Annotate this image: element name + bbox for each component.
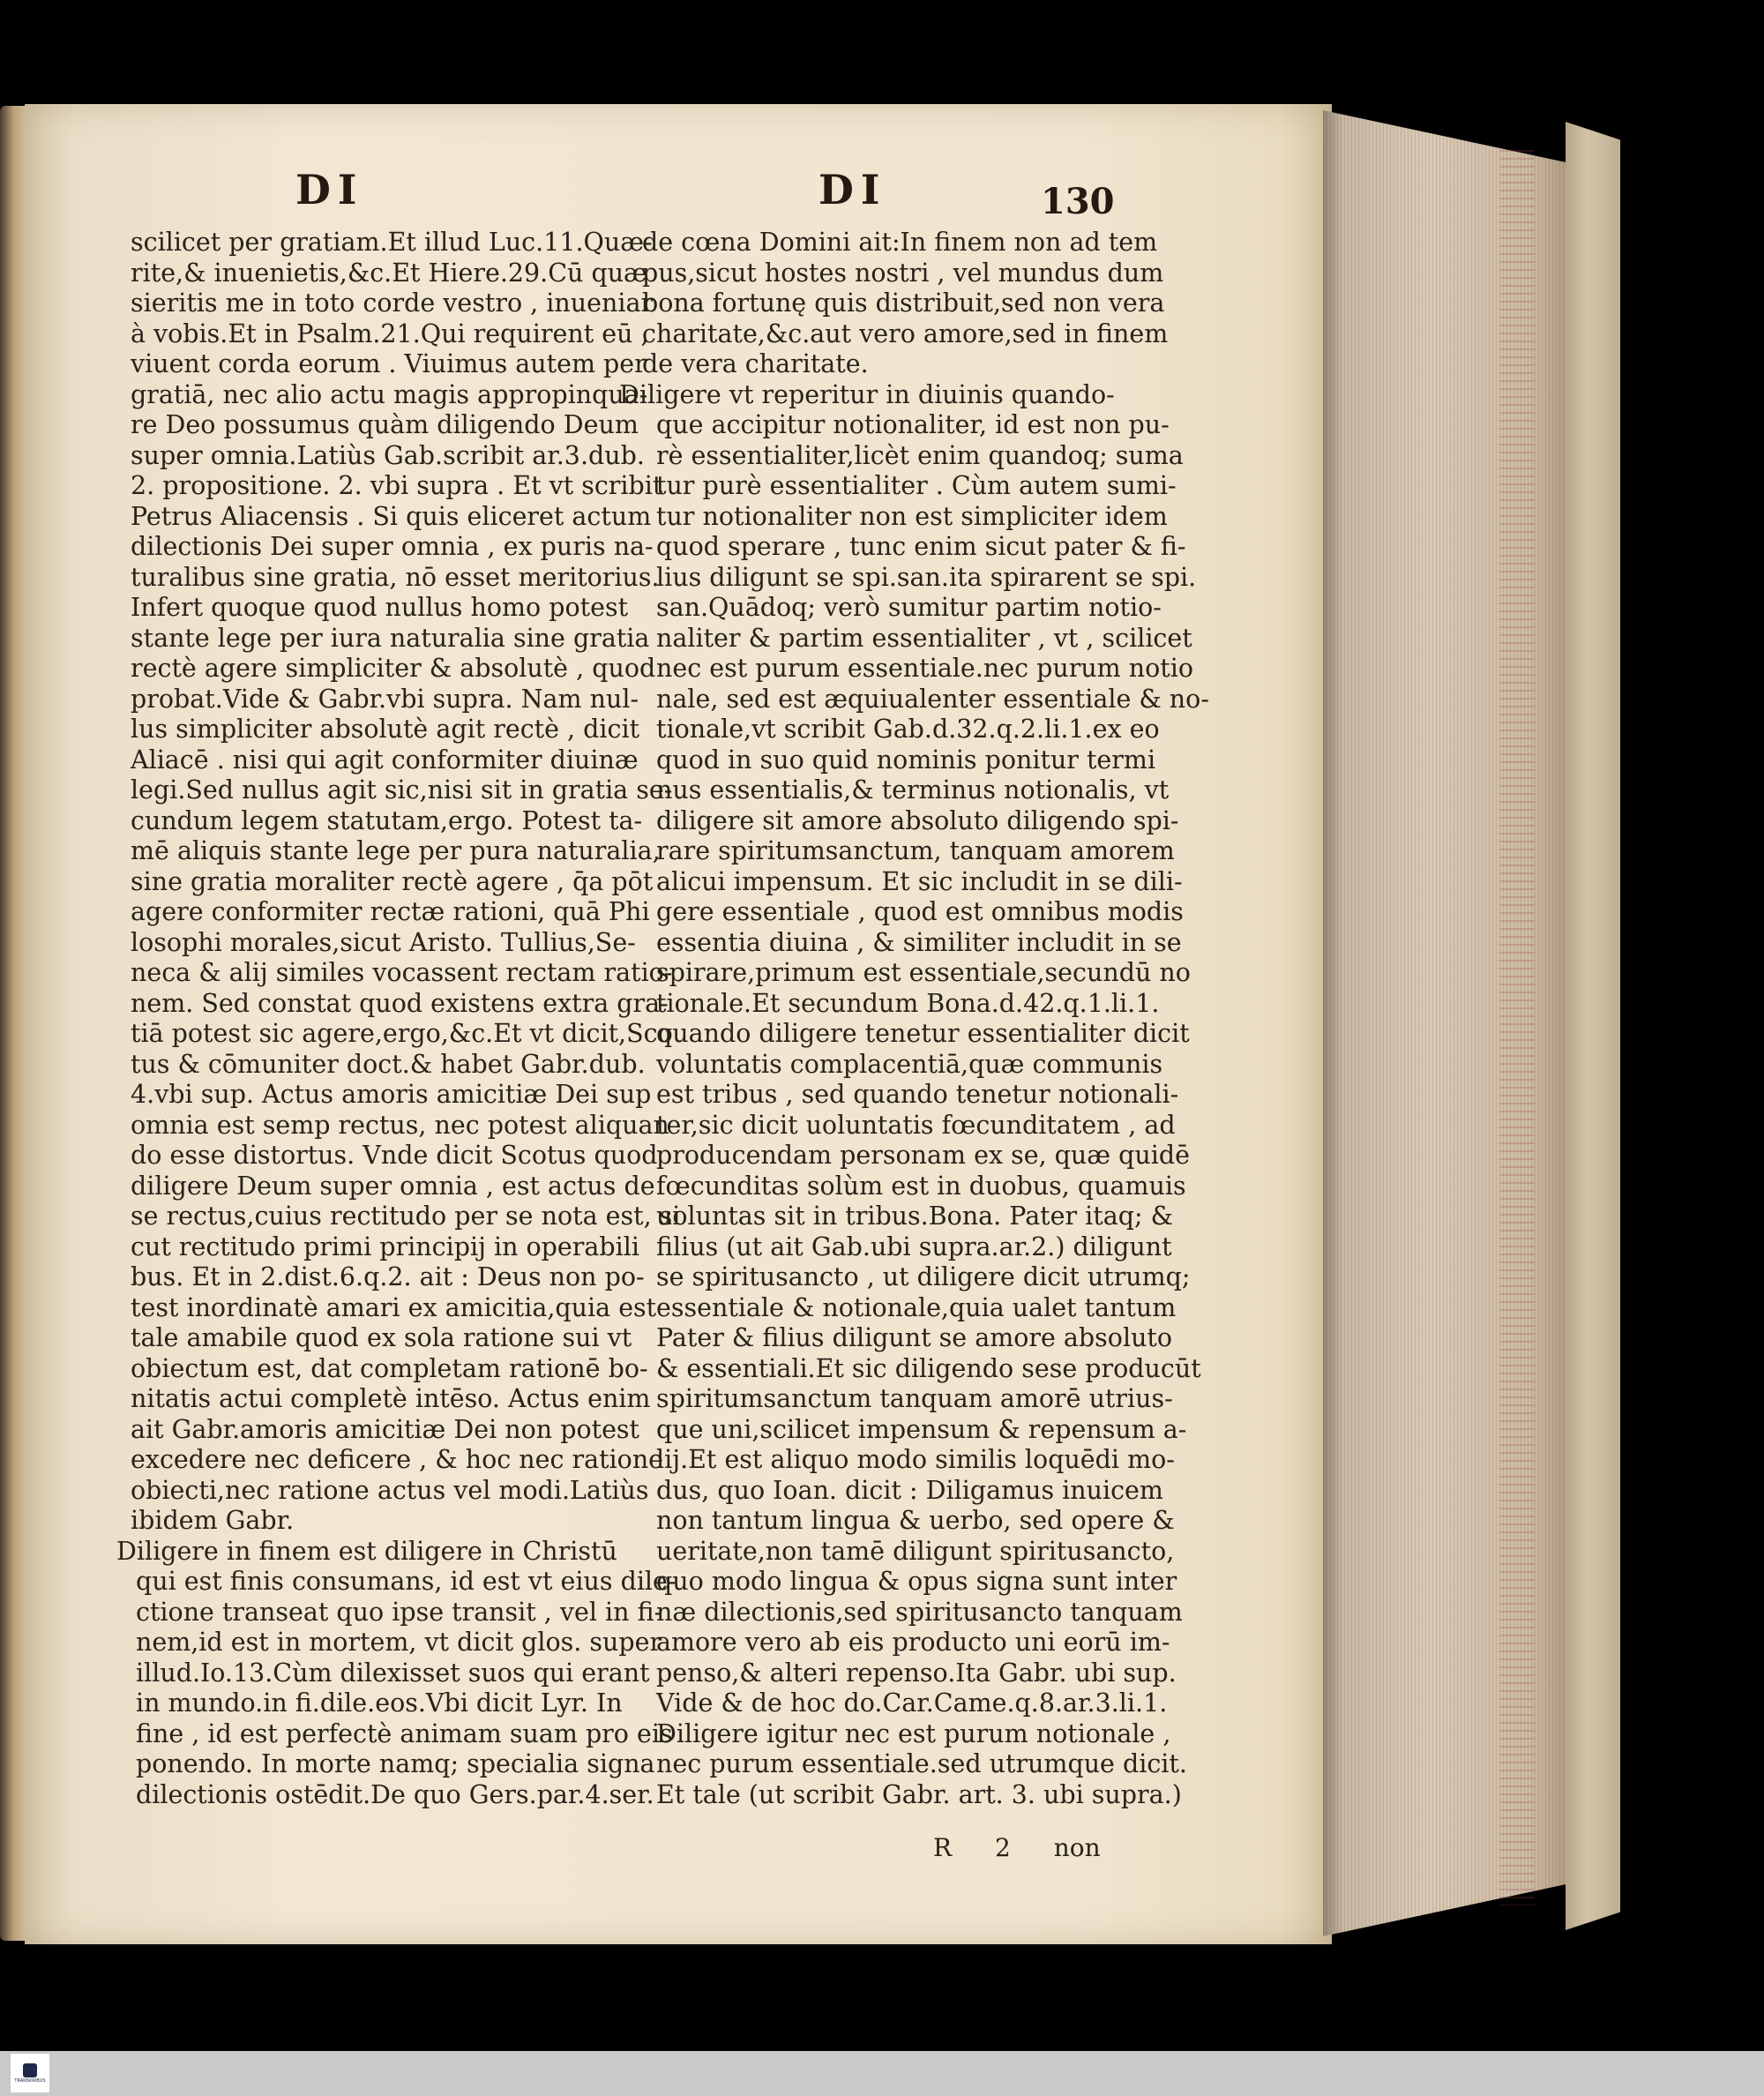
text-line: nale, sed est æquiualenter essentiale & no- (656, 684, 1209, 714)
text-line: quod in suo quid nominis ponitur termi (656, 745, 1156, 775)
logo-text: TRANSKRIBUS (14, 2077, 46, 2084)
text-line: cundum legem statutam,ergo. Potest ta- (131, 805, 643, 835)
text-line: legi.Sed nullus agit sic,nisi sit in gratia se- (131, 775, 673, 805)
text-line: sieritis me in toto corde vestro , inueniar (131, 288, 654, 318)
text-line: ait Gabr.amoris amicitiæ Dei non potest (131, 1414, 640, 1444)
text-line: non tantum lingua & uerbo, sed opere & (656, 1506, 1175, 1535)
catchword: non (1053, 1833, 1101, 1862)
text-line: probat.Vide & Gabr.vbi supra. Nam nul- (131, 684, 639, 714)
text-line: viuent corda eorum . Viuimus autem per (131, 349, 647, 378)
signature-mark: R (933, 1833, 953, 1862)
logo-mark-icon (23, 2063, 37, 2077)
text-line: test inordinatè amari ex amicitia,quia est (131, 1292, 657, 1322)
page-block-fore-edge (1323, 110, 1579, 1936)
text-line: Diligere vt reperitur in diuinis quando- (619, 379, 1115, 409)
running-head-left: DI (295, 166, 364, 213)
text-line: diligere Deum super omnia , est actus de (131, 1171, 655, 1201)
text-line: diligere sit amore absoluto diligendo spi- (656, 805, 1179, 835)
text-line: rite,& inuenietis,&c.Et Hiere.29.Cū quæ (131, 258, 647, 288)
text-line: do esse distortus. Vnde dicit Scotus quod (131, 1141, 658, 1170)
text-line: spirare,primum est essentiale,secundū no (656, 958, 1191, 987)
text-line: in mundo.in fi.dile.eos.Vbi dicit Lyr. In (136, 1688, 623, 1718)
text-line: fine , id est perfectè animam suam pro eis (136, 1718, 673, 1748)
text-line: ibidem Gabr. (131, 1506, 295, 1535)
text-line: tale amabile quod ex sola ratione sui vt (131, 1323, 632, 1352)
text-line: obiectum est, dat completam rationē bo- (131, 1353, 648, 1383)
text-line: mē aliquis stante lege per pura naturalia, (131, 836, 661, 865)
text-line: dilectionis Dei super omnia , ex puris na- (131, 532, 654, 561)
text-line: ponendo. In morte namq; specialia signa (136, 1749, 655, 1778)
text-line: rare spiritumsanctum, tanquam amorem (656, 836, 1175, 865)
text-line: Petrus Aliacensis . Si quis eliceret actum (131, 501, 652, 531)
text-line: Vide & de hoc do.Car.Came.q.8.ar.3.li.1. (656, 1688, 1168, 1718)
text-line: cut rectitudo primi principij in operabili (131, 1231, 639, 1261)
text-line: san.Quādoq; verò sumitur partim notio- (656, 593, 1162, 622)
cover-board (1566, 122, 1620, 1930)
text-line: omnia est semp rectus, nec potest aliquan (131, 1110, 669, 1140)
text-line: ctione transeat quo ipse transit , vel in fi- (136, 1597, 663, 1627)
text-line: lius diligunt se spi.san.ita spirarent se spi. (656, 562, 1197, 592)
right-text-column (619, 228, 1209, 1810)
text-line: de vera charitate. (642, 349, 869, 378)
text-line: se spiritusancto , ut diligere dicit utrumq; (656, 1262, 1191, 1291)
text-line: pus,sicut hostes nostri , vel mundus dum (642, 258, 1164, 288)
text-line: scilicet per gratiam.Et illud Luc.11.Quæ- (131, 228, 653, 257)
text-line: Infert quoque quod nullus homo potest (131, 593, 629, 622)
text-line: nem. Sed constat quod existens extra gra- (131, 988, 669, 1018)
text-line: penso,& alteri repenso.Ita Gabr. ubi sup. (656, 1658, 1177, 1688)
text-line: super omnia.Latiùs Gab.scribit ar.3.dub. (131, 440, 645, 470)
text-line: rè essentialiter,licèt enim quandoq; suma (656, 440, 1184, 470)
text-line: excedere nec deficere , & hoc nec ratione (131, 1445, 664, 1474)
text-line: bus. Et in 2.dist.6.q.2. ait : Deus non po- (131, 1262, 645, 1291)
text-line: & essentiali.Et sic diligendo sese producūt (656, 1353, 1201, 1383)
signature-number: 2 (995, 1833, 1011, 1862)
text-line: lij.Et est aliquo modo similis loquēdi mo- (656, 1445, 1175, 1474)
text-line: 4.vbi sup. Actus amoris amicitiæ Dei sup (131, 1080, 652, 1109)
text-line: de cœna Domini ait:In finem non ad tem (642, 228, 1158, 257)
text-line: qui est finis consumans, id est vt eius dile- (136, 1567, 676, 1596)
running-head-right: DI (818, 166, 887, 213)
text-line: rectè agere simpliciter & absolutè , quod (131, 654, 656, 683)
text-line: naliter & partim essentialiter , vt , scilicet (656, 623, 1192, 653)
text-line: tus & cōmuniter doct.& habet Gabr.dub. (131, 1049, 646, 1079)
text-line: amore vero ab eis producto uni eorū im- (656, 1628, 1170, 1657)
text-line: bona fortunę quis distribuit,sed non vera (642, 288, 1165, 318)
fore-edge-speckle (1499, 150, 1535, 1905)
text-line: filius (ut ait Gab.ubi supra.ar.2.) diligunt (656, 1231, 1172, 1261)
text-line: Aliacē . nisi qui agit conformiter diuinæ (131, 745, 639, 775)
text-line: losophi morales,sicut Aristo. Tullius,Se- (131, 927, 636, 957)
text-line: agere conformiter rectæ rationi, quā Phi (131, 897, 650, 926)
repository-logo (11, 2054, 49, 2092)
text-line: quando diligere tenetur essentialiter dicit (656, 1019, 1190, 1048)
text-line: næ dilectionis,sed spiritusancto tanquam (656, 1597, 1183, 1627)
text-line: Pater & filius diligunt se amore absoluto (656, 1323, 1173, 1352)
text-line: dus, quo Ioan. dicit : Diligamus inuicem (656, 1475, 1163, 1505)
text-line: obiecti,nec ratione actus vel modi.Latiùs (131, 1475, 649, 1505)
text-line: dilectionis ostēdit.De quo Gers.par.4.ser. (136, 1779, 654, 1809)
text-line: spiritumsanctum tanquam amorē utrius- (656, 1384, 1173, 1413)
text-line: sine gratia moraliter rectè agere , q̄a pōt (131, 866, 654, 896)
text-line: alicui impensum. Et sic includit in se dili- (656, 866, 1183, 896)
text-line: illud.Io.13.Cùm dilexisset suos qui erant (136, 1658, 650, 1688)
text-line: Diligere in finem est diligere in Christū (116, 1536, 617, 1566)
text-line: ter,sic dicit uoluntatis fœcunditatem , ad (656, 1110, 1176, 1140)
text-line: quo modo lingua & opus signa sunt inter (656, 1567, 1177, 1596)
text-line: neca & alij similes vocassent rectam ratio- (131, 958, 673, 987)
text-line: 2. propositione. 2. vbi supra . Et vt scribit (131, 471, 663, 500)
text-line: essentia diuina , & similiter includit in se (656, 927, 1182, 957)
text-line: stante lege per iura naturalia sine gratia (131, 623, 650, 653)
text-line: nem,id est in mortem, vt dicit glos. super (136, 1628, 662, 1657)
text-line: tiā potest sic agere,ergo,&c.Et vt dicit,Sco (131, 1019, 673, 1048)
text-line: producendam personam ex se, quæ quidē (656, 1141, 1190, 1170)
text-line: nus essentialis,& terminus notionalis, vt (656, 775, 1170, 805)
text-line: Et tale (ut scribit Gabr. art. 3. ubi supra.) (656, 1779, 1182, 1809)
viewer-bottom-bar (0, 2051, 1764, 2096)
text-line: que uni,scilicet impensum & repensum a- (656, 1414, 1187, 1444)
text-line: ueritate,non tamē diligunt spiritusancto, (656, 1536, 1175, 1566)
text-line: nitatis actui completè intēso. Actus enim (131, 1384, 651, 1413)
text-line: turalibus sine gratia, nō esset meritorius. (131, 562, 660, 592)
text-line: tur notionaliter non est simpliciter idem (656, 501, 1168, 531)
text-line: lus simpliciter absolutè agit rectè , dicit (131, 715, 640, 744)
text-line: à vobis.Et in Psalm.21.Qui requirent eū , (131, 318, 649, 348)
text-line: uoluntas sit in tribus.Bona. Pater itaq; & (656, 1201, 1174, 1231)
text-line: que accipitur notionaliter, id est non pu- (656, 410, 1170, 439)
text-line: charitate,&c.aut vero amore,sed in finem (642, 318, 1169, 348)
text-line: nec purum essentiale.sed utrumque dicit. (656, 1749, 1187, 1778)
text-line: gere essentiale , quod est omnibus modis (656, 897, 1184, 926)
text-line: gratiā, nec alio actu magis appropinqua- (131, 379, 648, 409)
text-line: voluntatis complacentiā,quæ communis (656, 1049, 1163, 1079)
text-line: se rectus,cuius rectitudo per se nota est, si (131, 1201, 681, 1231)
text-line: est tribus , sed quando tenetur notionali- (656, 1080, 1179, 1109)
text-line: essentiale & notionale,quia ualet tantum (656, 1292, 1177, 1322)
text-line: quod sperare , tunc enim sicut pater & fi- (656, 532, 1186, 561)
text-line: Diligere igitur nec est purum notionale , (656, 1718, 1171, 1748)
text-line: nec est purum essentiale.nec purum notio (656, 654, 1193, 683)
catchword-line (933, 1833, 1101, 1862)
left-text-column (116, 228, 681, 1810)
text-line: re Deo possumus quàm diligendo Deum (131, 410, 639, 439)
text-line: fœcunditas solùm est in duobus, quamuis (656, 1171, 1186, 1201)
text-line: tur purè essentialiter . Cùm autem sumi- (656, 471, 1177, 500)
text-line: tionale,vt scribit Gab.d.32.q.2.li.1.ex eo (656, 715, 1160, 744)
folio-number: 130 (1041, 181, 1115, 222)
text-line: tionale.Et secundum Bona.d.42.q.1.li.1. (656, 988, 1160, 1018)
